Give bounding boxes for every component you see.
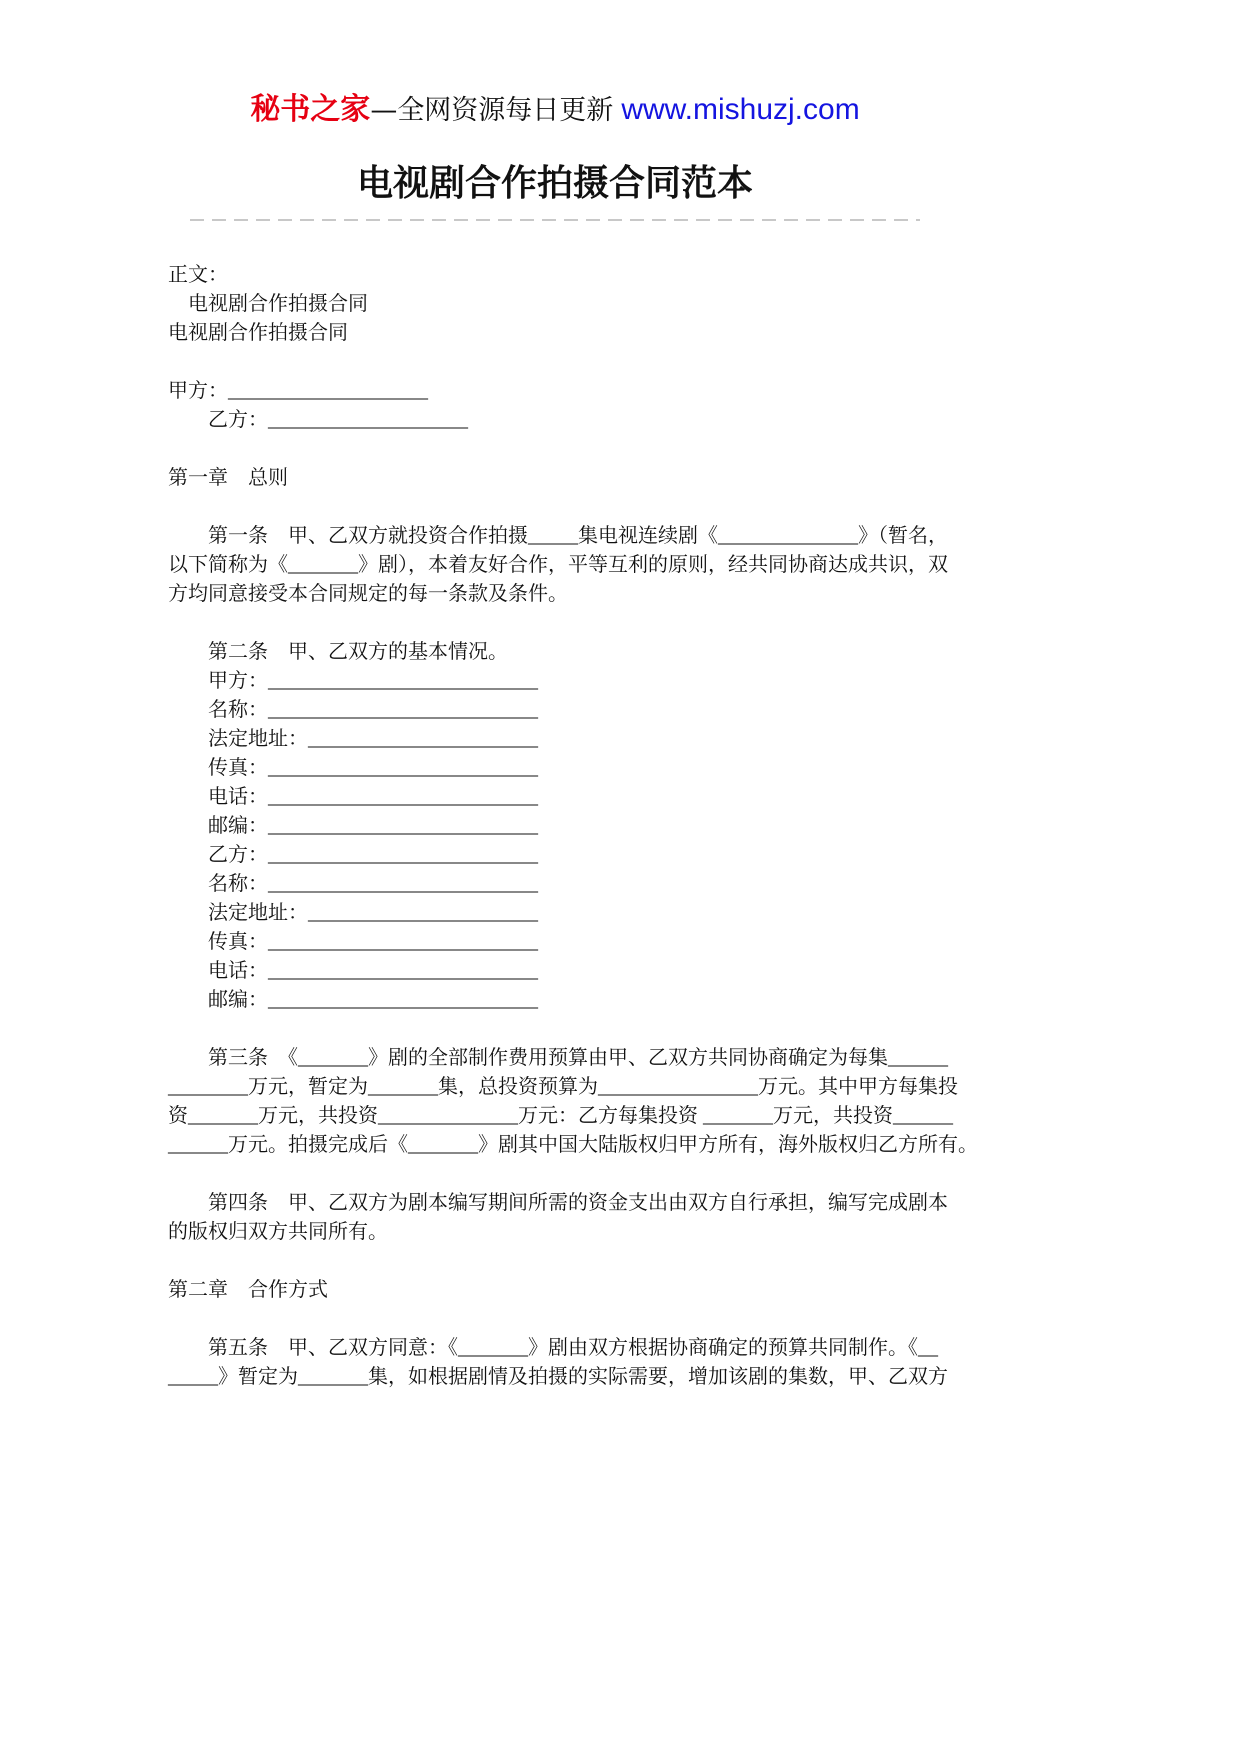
- blank-line: [168, 1160, 1068, 1189]
- article-4: [168, 1189, 1068, 1247]
- article-line: 第四条 甲、乙双方为剧本编写期间所需的资金支出由双方自行承担，编写完成剧本: [208, 1192, 948, 1214]
- form-field-line: 法定地址：_______________________: [208, 902, 538, 924]
- article-2: [168, 638, 1068, 1015]
- form-field-line: 邮编：___________________________: [208, 989, 538, 1011]
- article-line: 的版权归双方共同所有。: [168, 1221, 388, 1243]
- body-label: 正文：: [168, 264, 228, 286]
- form-field-line: 电话：___________________________: [208, 786, 538, 808]
- blank-line: [168, 435, 1068, 464]
- form-field-line: 甲方：___________________________: [208, 670, 538, 692]
- site-banner: [168, 86, 942, 139]
- article-line: _____》暂定为_______集，如根据剧情及拍摄的实际需要，增加该剧的集数，甲、乙双方: [168, 1366, 948, 1388]
- article-line: ________万元，暂定为_______集，总投资预算为________________万元。其中甲方每集投: [168, 1076, 958, 1098]
- article-line: 资_______万元，共投资______________万元：乙方每集投资 _______万元，共投资______: [168, 1105, 953, 1127]
- article-line: 第一条 甲、乙双方就投资合作拍摄_____集电视连续剧《______________》（暂名，: [208, 525, 948, 547]
- form-field-line: 邮编：___________________________: [208, 815, 538, 837]
- party-a-line: 甲方：____________________: [168, 380, 428, 402]
- article-5: [168, 1334, 1068, 1392]
- form-field-line: 法定地址：_______________________: [208, 728, 538, 750]
- blank-line: [168, 348, 1068, 377]
- document-title: 电视剧合作拍摄合同范本: [356, 162, 753, 204]
- article-line: 第三条 《_______》剧的全部制作费用预算由甲、乙双方共同协商确定为每集______: [208, 1047, 948, 1069]
- site-slogan: —全网资源每日更新: [370, 95, 614, 126]
- document-body: [168, 261, 1068, 1392]
- blank-line: [168, 493, 1068, 522]
- dashed-divider: [190, 219, 920, 221]
- party-b-line: 乙方：____________________: [208, 409, 468, 431]
- form-field-line: 电话：___________________________: [208, 960, 538, 982]
- article-line: 第五条 甲、乙双方同意：《_______》剧由双方根据协商确定的预算共同制作。《__: [208, 1337, 938, 1359]
- form-field-line: 传真：___________________________: [208, 931, 538, 953]
- chapter-heading: 第一章 总则: [168, 467, 288, 489]
- contract-subtitle: 电视剧合作拍摄合同: [188, 293, 368, 315]
- article-3: [168, 1044, 1068, 1160]
- article-line: ______万元。拍摄完成后《_______》剧其中国大陆版权归甲方所有，海外版权归乙方所有。: [168, 1134, 978, 1156]
- blank-line: [168, 1305, 1068, 1334]
- form-field-line: 名称：___________________________: [208, 873, 538, 895]
- form-field-line: 乙方：___________________________: [208, 844, 538, 866]
- article-1: [168, 522, 1068, 609]
- article-heading: 第二条 甲、乙双方的基本情况。: [208, 641, 508, 663]
- chapter-heading: 第二章 合作方式: [168, 1279, 328, 1301]
- blank-line: [168, 1015, 1068, 1044]
- form-field-line: 名称：___________________________: [208, 699, 538, 721]
- contract-subtitle: 电视剧合作拍摄合同: [168, 322, 348, 344]
- article-line: 方均同意接受本合同规定的每一条款及条件。: [168, 583, 568, 605]
- blank-line: [168, 609, 1068, 638]
- brand-name: 秘书之家: [250, 92, 371, 127]
- blank-line: [168, 1247, 1068, 1276]
- article-line: 以下简称为《_______》剧），本着友好合作，平等互利的原则，经共同协商达成共识，双: [168, 554, 948, 576]
- site-url: www.mishuzj.com: [621, 93, 860, 126]
- form-field-line: 传真：___________________________: [208, 757, 538, 779]
